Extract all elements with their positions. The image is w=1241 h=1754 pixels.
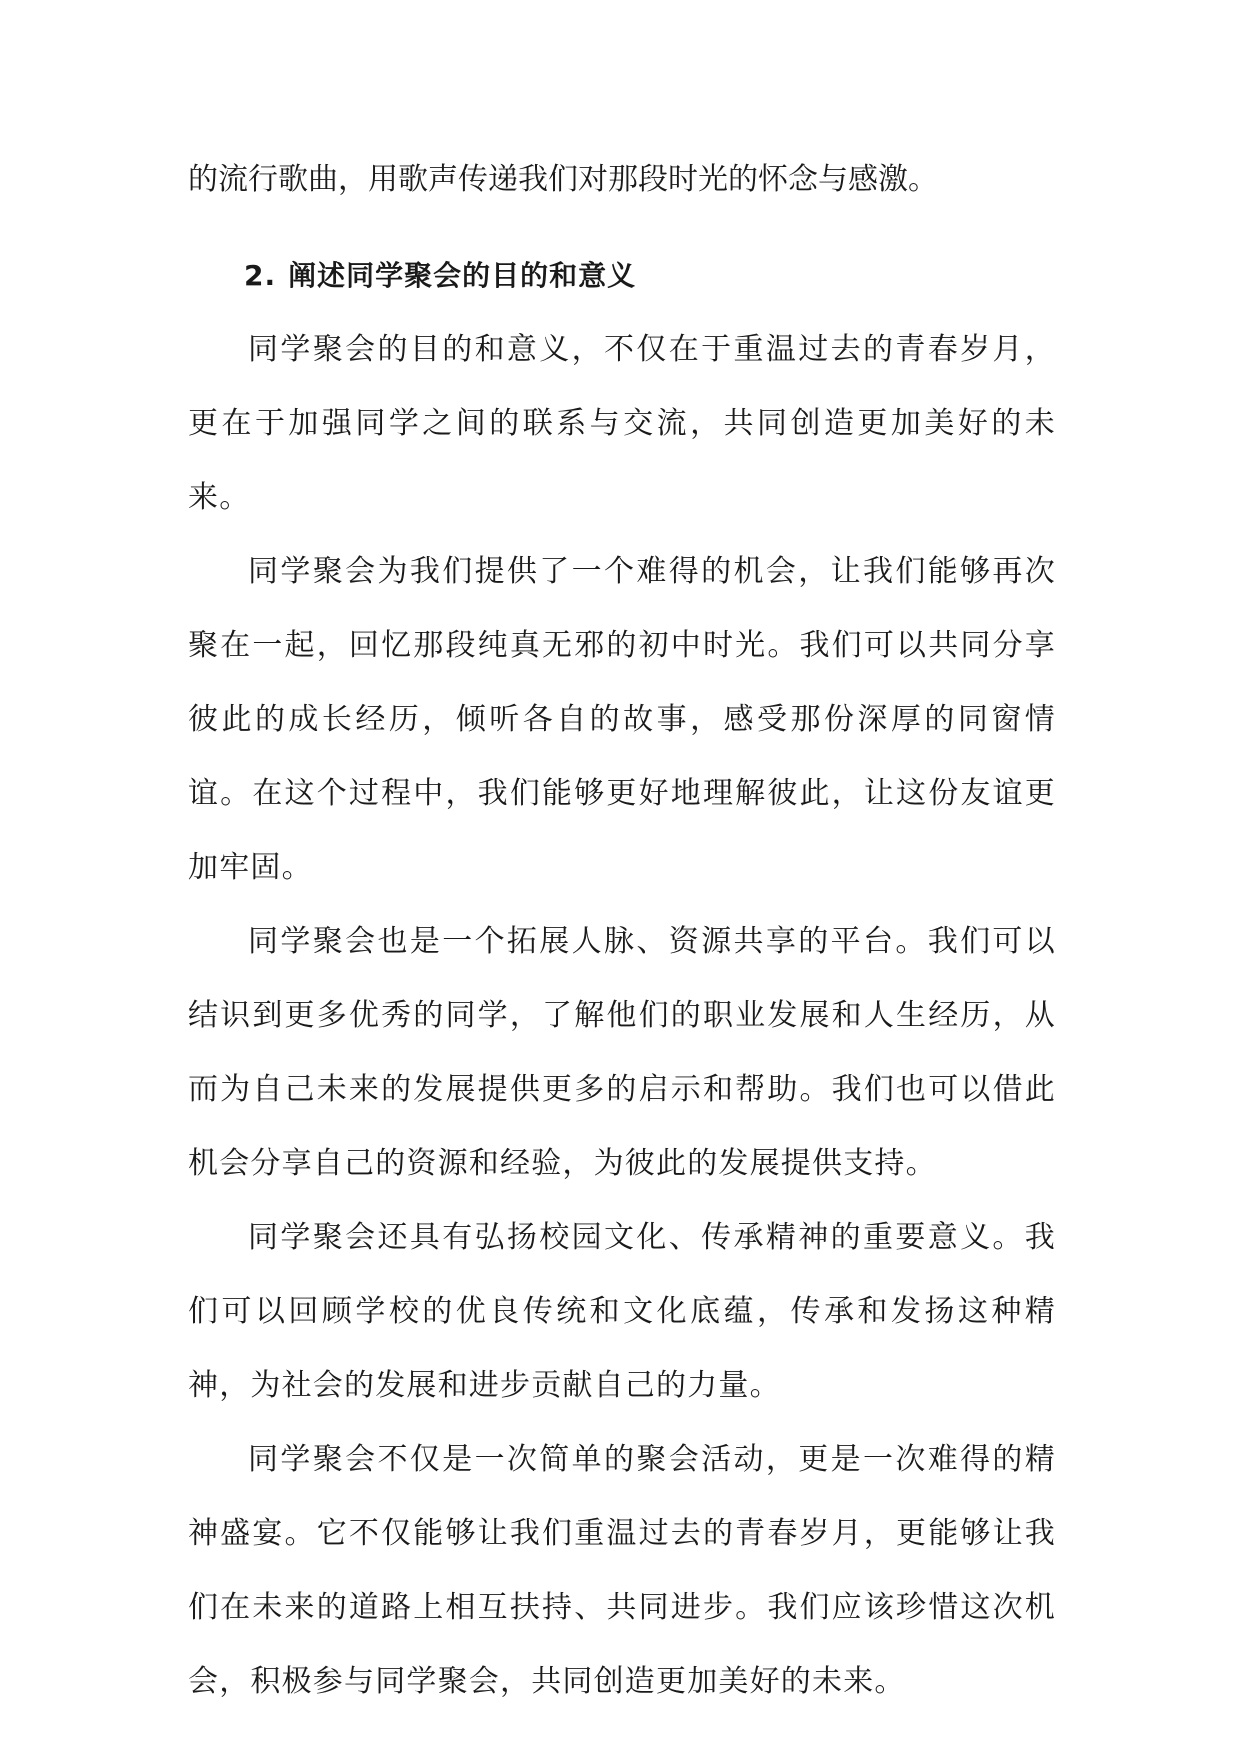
paragraph-reunion-opportunity: 同学聚会为我们提供了一个难得的机会，让我们能够再次聚在一起，回忆那段纯真无邪的初中时光。我们可以共同分享彼此的成长经历，倾听各自的故事，感受那份深厚的同窗情谊。在这个过程中，我们能够更好地理解彼此，让这份友谊更加牢固。 — [188, 554, 1056, 885]
paragraph-school-culture: 同学聚会还具有弘扬校园文化、传承精神的重要意义。我们可以回顾学校的优良传统和文化底蕴，传承和发扬这种精神，为社会的发展和进步贡献自己的力量。 — [188, 1220, 1056, 1403]
section-title: 阐述同学聚会的目的和意义 — [288, 259, 637, 292]
section-number: 2. — [244, 259, 277, 292]
paragraph-networking: 同学聚会也是一个拓展人脉、资源共享的平台。我们可以结识到更多优秀的同学，了解他们的职业发展和人生经历，从而为自己未来的发展提供更多的启示和帮助。我们也可以借此机会分享自己的资源和经验，为彼此的发展提供支持。 — [188, 924, 1056, 1181]
paragraph-purpose: 同学聚会的目的和意义，不仅在于重温过去的青春岁月，更在于加强同学之间的联系与交流，共同创造更加美好的未来。 — [188, 332, 1056, 515]
continued-paragraph: 的流行歌曲，用歌声传递我们对那段时光的怀念与感激。 — [188, 162, 938, 197]
section-heading — [188, 239, 1056, 313]
document-body — [188, 143, 1056, 1719]
paragraph-conclusion: 同学聚会不仅是一次简单的聚会活动，更是一次难得的精神盛宴。它不仅能够让我们重温过去的青春岁月，更能够让我们在未来的道路上相互扶持、共同进步。我们应该珍惜这次机会，积极参与同学聚会，共同创造更加美好的未来。 — [188, 1442, 1056, 1699]
